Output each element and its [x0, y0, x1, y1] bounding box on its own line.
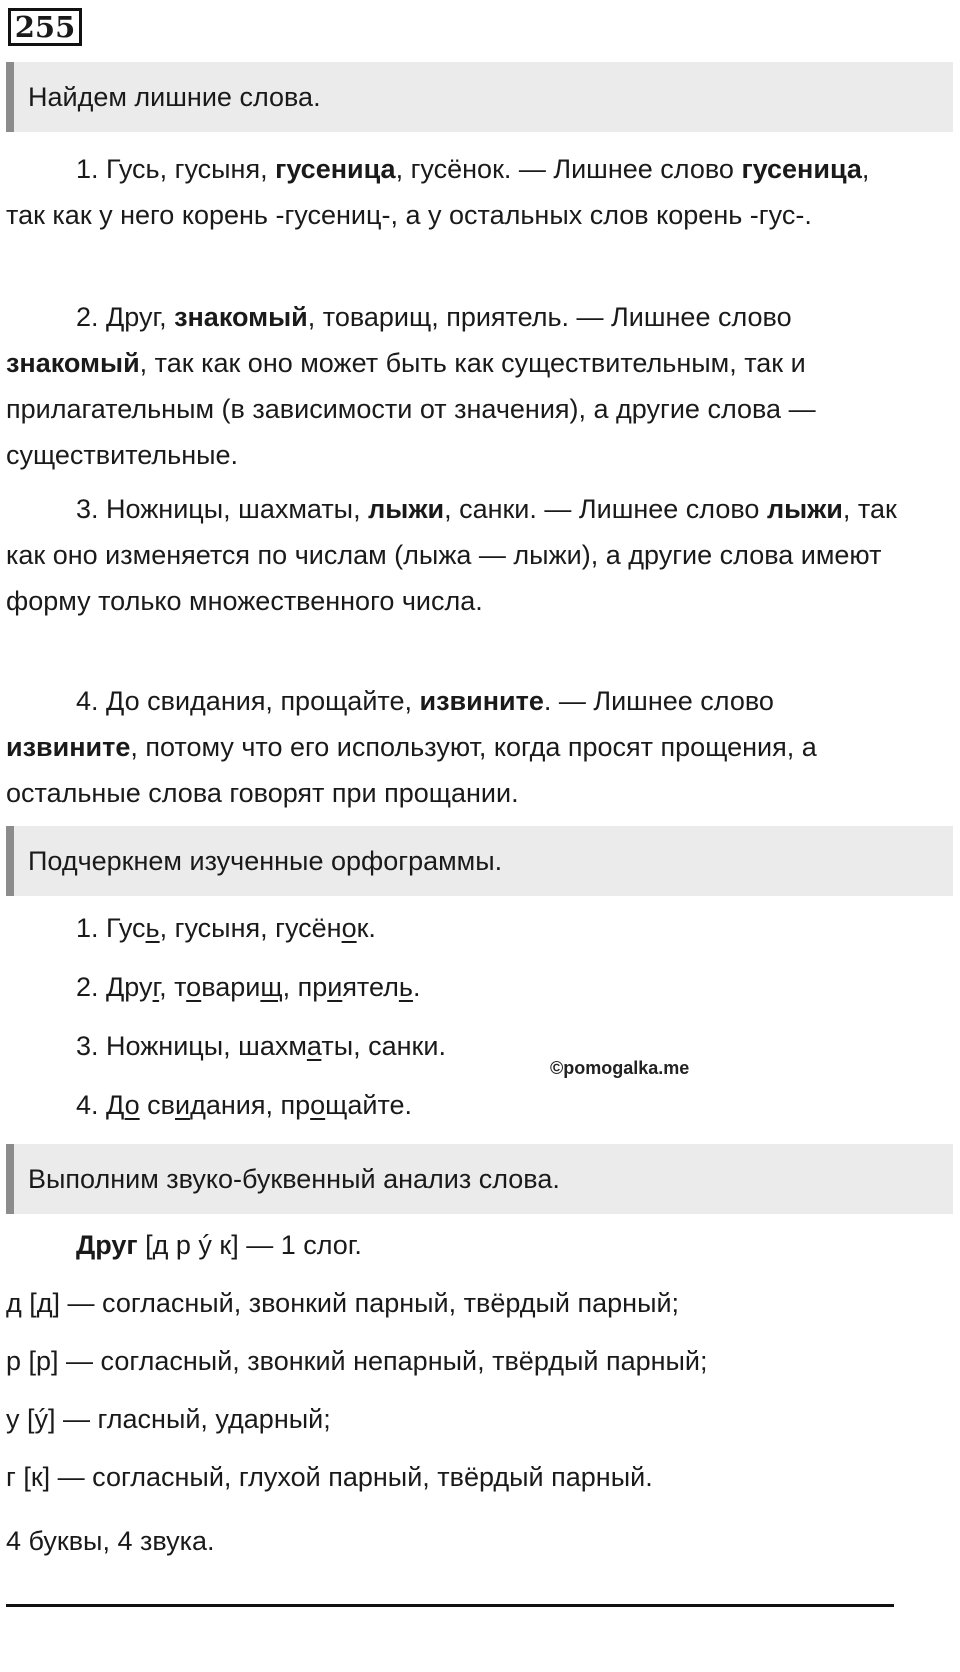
orthogram-line-4: 4. До свидания, прощайте.: [76, 1090, 413, 1120]
orthogram-underlined: ь: [398, 972, 413, 1002]
odd-word-bold: знакомый: [174, 302, 308, 332]
orthogram-underlined: г: [152, 972, 160, 1002]
orthogram-underlined: о: [341, 913, 357, 943]
section-header-orthograms: Подчеркнем изученные орфограммы.: [6, 826, 953, 896]
summary-divider: [6, 1604, 894, 1607]
orthogram-underlined: о: [186, 972, 202, 1002]
orthogram-underlined: и: [175, 1090, 191, 1120]
orthogram-underlined: ь: [145, 913, 160, 943]
orthogram-line-2: 2. Друг, товарищ, приятель.: [76, 972, 421, 1002]
odd-word-bold: гусеница: [275, 154, 396, 184]
orthogram-underlined: и: [327, 972, 343, 1002]
odd-word-paragraph-4: 4. До свидания, прощайте, извините. — Лишнее слово извините, потому что его используют, когда просят прощения, а остальные слова говорят при прощании.: [6, 686, 817, 808]
orthogram-underlined: о: [124, 1090, 140, 1120]
odd-word-bold: лыжи: [368, 494, 445, 524]
section-header-phonetic-analysis: Выполним звуко-буквенный анализ слова.: [6, 1144, 953, 1214]
odd-word-bold: извините: [419, 686, 544, 716]
odd-word-paragraph-3: 3. Ножницы, шахматы, лыжи, санки. — Лишнее слово лыжи, так как оно изменяется по числам (лыжа — лыжи), а другие слова имеют форму только множественного числа.: [6, 494, 897, 616]
section-header-odd-words: Найдем лишние слова.: [6, 62, 953, 132]
sound-line-1: д [д] — согласный, звонкий парный, твёрдый парный;: [6, 1288, 680, 1318]
orthogram-line-3: 3. Ножницы, шахматы, санки.: [76, 1031, 446, 1061]
odd-word-bold: извините: [6, 732, 131, 762]
orthogram-underlined: о: [310, 1090, 326, 1120]
sound-line-4: г [к] — согласный, глухой парный, твёрдый парный.: [6, 1462, 653, 1492]
odd-word-paragraph-1: 1. Гусь, гусыня, гусеница, гусёнок. — Лишнее слово гусеница, так как у него корень -гусениц-, а у остальных слов корень -гус-.: [6, 154, 870, 230]
analysis-word: Друг: [76, 1230, 138, 1260]
sound-line-3: у [ý] — гласный, ударный;: [6, 1404, 331, 1434]
odd-word-paragraph-2: 2. Друг, знакомый, товарищ, приятель. — Лишнее слово знакомый, так как оно может быть как существительным, так и прилагательным (в зависимости от значения), а другие слова — существительные.: [6, 302, 816, 470]
summary: 4 буквы, 4 звука.: [6, 1526, 215, 1556]
odd-word-bold: лыжи: [766, 494, 843, 524]
transcription: [д р ý к] — 1 слог.: [137, 1230, 362, 1260]
analysis-word-line: [76, 1230, 362, 1261]
sound-line-2: р [р] — согласный, звонкий непарный, твёрдый парный;: [6, 1346, 708, 1376]
orthogram-line-1: 1. Гусь, гусыня, гусёнок.: [76, 913, 376, 943]
odd-word-bold: гусеница: [741, 154, 862, 184]
watermark: ©pomogalka.me: [550, 1058, 690, 1078]
orthogram-underlined: щ: [260, 972, 283, 1002]
odd-word-bold: знакомый: [6, 348, 140, 378]
task-number: 255: [8, 8, 82, 46]
orthogram-underlined: а: [306, 1031, 322, 1061]
